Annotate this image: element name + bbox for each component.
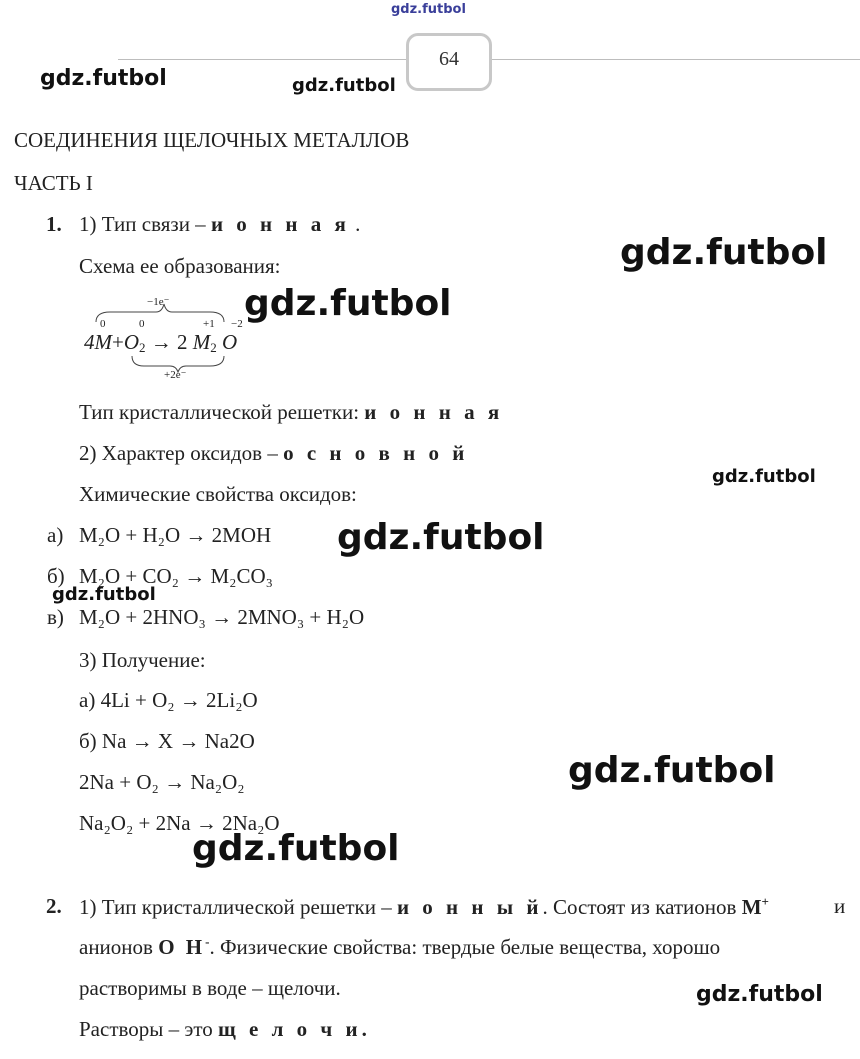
task2-prefix: 1) Тип кристаллической решетки – xyxy=(79,895,392,919)
solutions-value: щ е л о ч и xyxy=(218,1017,362,1041)
lattice-prefix: Тип кристаллической решетки: xyxy=(79,400,360,424)
header-rule-right xyxy=(489,59,860,60)
solutions-suffix: . xyxy=(361,1017,367,1041)
anion-symbol: O H xyxy=(158,935,206,959)
task2-lattice-value: и о н н ы й xyxy=(396,895,543,919)
scheme-o: O xyxy=(123,330,140,354)
oxidation-state: +1 xyxy=(203,318,215,330)
oxide-character-line xyxy=(79,441,468,466)
lattice-value: и о н н а я xyxy=(364,400,504,424)
watermark: gdz.futbol xyxy=(52,584,156,605)
scheme-plus: + xyxy=(112,330,124,354)
obtain-equation: 2Na + O₂ → Na₂O₂ xyxy=(79,770,245,794)
watermark: gdz.futbol xyxy=(337,517,545,558)
reaction-equation: M₂O + CO₂ → M₂CO₃ xyxy=(79,564,273,588)
anion-charge: - xyxy=(205,934,210,949)
cation-charge: + xyxy=(761,894,769,909)
watermark: gdz.futbol xyxy=(620,232,828,273)
part-heading: ЧАСТЬ I xyxy=(14,171,93,195)
scheme-m-sub: 2 xyxy=(210,340,217,355)
solutions-prefix: Растворы – это xyxy=(79,1017,213,1041)
obtain-equation: Na₂O₂ + 2Na → 2Na₂O xyxy=(79,811,280,835)
bond-prefix: 1) Тип связи – xyxy=(79,212,206,236)
oxide-value: о с н о в н о й xyxy=(283,441,469,465)
reaction-label: в) xyxy=(47,605,64,629)
task-number: 2. xyxy=(46,894,62,918)
reaction-label: а) xyxy=(47,523,64,547)
electron-gain-label: +2e⁻ xyxy=(164,369,187,381)
task2-line4 xyxy=(79,1017,367,1042)
scheme-coef: 2 xyxy=(177,330,188,354)
oxidation-state: 0 xyxy=(100,318,106,330)
electron-loss-label: −1e⁻ xyxy=(147,296,170,308)
task-number: 1. xyxy=(46,212,62,236)
scheme-label: Схема ее образования: xyxy=(79,254,281,278)
watermark: gdz.futbol xyxy=(244,283,452,324)
scheme-equation xyxy=(84,330,237,356)
oxidation-state: −2 xyxy=(231,318,243,330)
formation-scheme xyxy=(80,292,255,384)
bond-type-line xyxy=(79,212,360,237)
obtain-equation: б) Na → X → Na2O xyxy=(79,729,255,753)
scheme-arrow: → xyxy=(150,330,172,354)
task2-line1 xyxy=(79,894,769,920)
task2-properties: . Физические свойства: твердые белые вещества, хорошо xyxy=(209,935,721,959)
page-number: 64 xyxy=(406,33,492,91)
cation-symbol: M xyxy=(741,895,762,919)
watermark: gdz.futbol xyxy=(568,750,776,791)
scheme-m: M xyxy=(192,330,211,354)
section-heading: СОЕДИНЕНИЯ ЩЕЛОЧНЫХ МЕТАЛЛОВ xyxy=(14,128,410,152)
task2-line1-end: и xyxy=(834,894,846,918)
lattice-line xyxy=(79,400,503,425)
task2-line2 xyxy=(79,934,720,960)
anion-prefix: анионов xyxy=(79,935,153,959)
header-rule-left xyxy=(118,59,406,60)
reaction-equation: M₂O + 2HNO₃ → 2MNO₃ + H₂O xyxy=(79,605,365,629)
watermark: gdz.futbol xyxy=(696,982,823,1007)
oxidation-state: 0 xyxy=(139,318,145,330)
task2-line3: растворимы в воде – щелочи. xyxy=(79,976,341,1000)
watermark-top: gdz.futbol xyxy=(391,2,466,17)
watermark: gdz.futbol xyxy=(40,66,167,91)
task2-suffix: . Состоят из катионов xyxy=(542,895,737,919)
watermark: gdz.futbol xyxy=(712,466,816,487)
obtain-equation: а) 4Li + O₂ → 2Li₂O xyxy=(79,688,258,712)
bond-suffix: . xyxy=(355,212,361,236)
scheme-left: 4M xyxy=(84,330,112,354)
obtain-label: 3) Получение: xyxy=(79,648,206,672)
reaction-label: б) xyxy=(47,564,65,588)
reaction-equation: M₂O + H₂O → 2MOH xyxy=(79,523,272,547)
scheme-o-sub: 2 xyxy=(139,340,146,355)
watermark: gdz.futbol xyxy=(292,75,396,96)
scheme-o-right: O xyxy=(222,330,238,354)
watermark: gdz.futbol xyxy=(192,828,400,869)
oxide-prefix: 2) Характер оксидов – xyxy=(79,441,278,465)
bond-value: и о н н а я xyxy=(210,212,350,236)
oxide-properties-label: Химические свойства оксидов: xyxy=(79,482,357,506)
